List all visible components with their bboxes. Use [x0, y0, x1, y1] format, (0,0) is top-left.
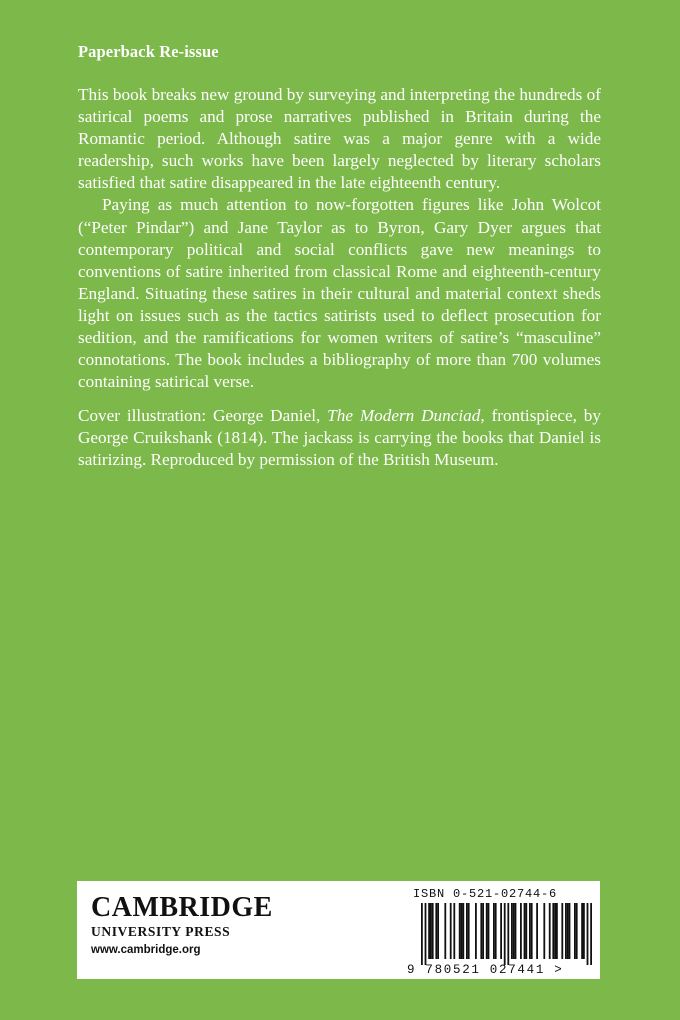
barcode-bar	[536, 903, 538, 959]
barcode-bar	[425, 903, 427, 965]
barcode-bar	[453, 903, 455, 959]
barcode-bar	[574, 903, 576, 959]
barcode-bar	[513, 903, 515, 959]
barcode-bar	[430, 903, 432, 959]
barcode-bar	[556, 903, 558, 959]
barcode-bar	[543, 903, 545, 959]
publisher-url: www.cambridge.org	[91, 944, 201, 956]
description-paragraph-2: Paying as much attention to now-forgotten figures like John Wolcot (“Peter Pindar”) and Jane Taylor as to Byron, Gary Dyer argues that contemporary political and social conflicts gave new meanings to conventions of satire inherited from classical Rome and eighteenth-century England. Situating these satires in their cultural and material context sheds light on issues such as the tactics satirists used to deflect prosecution for sedition, and the ramifications for women writers of satire’s “masculine” connotations. The book includes a bibliography of more than 700 volumes containing satirical verse.	[78, 195, 601, 392]
publisher-panel	[77, 881, 600, 979]
reissue-label: Paperback Re-issue	[78, 42, 219, 61]
book-description	[78, 84, 601, 393]
barcode-bar	[590, 903, 592, 965]
barcode-bar	[525, 903, 527, 959]
publisher-name: CAMBRIDGE	[91, 892, 273, 923]
barcode-bar	[587, 903, 589, 965]
barcode-bar	[561, 903, 563, 959]
cover-illustration-credit	[78, 405, 601, 471]
barcode-bar	[468, 903, 470, 959]
barcode-bar	[480, 903, 482, 959]
barcode-bar	[565, 903, 567, 959]
barcode-bar	[459, 903, 461, 959]
barcode-bar	[462, 903, 464, 959]
barcode-bar	[437, 903, 439, 959]
barcode-bar	[495, 903, 497, 959]
barcode-bar	[531, 903, 533, 959]
barcode-bar	[504, 903, 506, 965]
ean-digits: 9 780521 027441 >	[407, 963, 564, 977]
barcode-bar	[482, 903, 484, 959]
barcode-bar	[450, 903, 452, 959]
barcode-bar	[500, 903, 502, 959]
barcode-bar	[515, 903, 517, 959]
barcode-bar	[583, 903, 585, 959]
barcode-bar	[435, 903, 437, 959]
barcode-bar	[524, 903, 526, 959]
barcode-bar	[576, 903, 578, 959]
barcode-bar	[486, 903, 488, 959]
barcode-bar	[432, 903, 434, 959]
barcode-icon	[413, 903, 593, 965]
barcode-bar	[554, 903, 556, 959]
barcode-bar	[549, 903, 551, 959]
barcode-block	[407, 885, 597, 977]
publisher-subtitle: UNIVERSITY PRESS	[91, 924, 231, 939]
credit-text-after: , frontispiece, by George Cruikshank (1814). The jackass is carrying the books that Daniel is satirizing. Reproduced by permission of the British Museum.	[78, 406, 601, 470]
barcode-bar	[461, 903, 463, 959]
barcode-bar	[428, 903, 430, 959]
barcode-bar	[421, 903, 423, 965]
description-paragraph-1: This book breaks new ground by surveying and interpreting the hundreds of satirical poems and prose narratives published in Britain during the Romantic period. Although satire was a major genre with a wide readership, such works have been largely neglected by literary scholars satisfied that satire disappeared in the late eighteenth century.	[78, 85, 601, 193]
barcode-bar	[567, 903, 569, 959]
barcode-bar	[520, 903, 522, 959]
barcode-bar	[493, 903, 495, 959]
barcode-bar	[475, 903, 477, 959]
barcode-bar	[581, 903, 583, 959]
barcode-bar	[569, 903, 571, 959]
credit-text-before: Cover illustration: George Daniel,	[78, 406, 328, 425]
barcode-bar	[511, 903, 513, 959]
isbn-number: ISBN 0-521-02744-6	[413, 887, 558, 901]
barcode-bar	[466, 903, 468, 959]
barcode-bar	[552, 903, 554, 959]
barcode-bar	[488, 903, 490, 959]
publisher-logo	[91, 894, 273, 956]
credit-artwork-title: The Modern Dunciad	[327, 406, 481, 425]
barcode-bar	[529, 903, 531, 959]
barcode-bar	[507, 903, 509, 965]
barcode-bar	[444, 903, 446, 959]
